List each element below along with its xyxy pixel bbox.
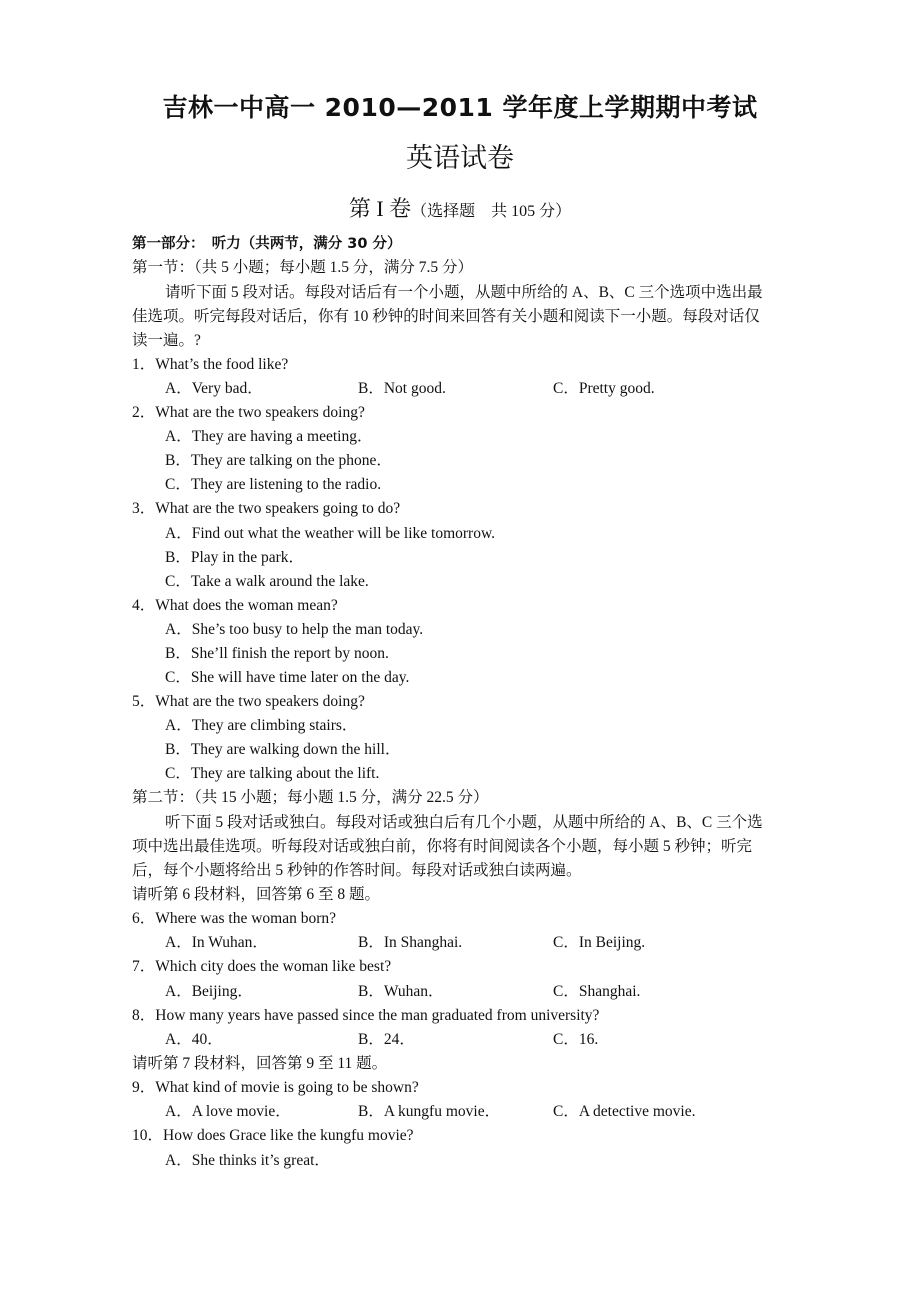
option-a: A．They are having a meeting．	[165, 428, 373, 445]
option-b: B．In Shanghai.	[358, 934, 463, 951]
section1-instruction-line: 请听下面 5 段对话。每段对话后有一个小题，从题中所给的 A、B、C 三个选项中选出最	[165, 284, 763, 301]
volume-note: （选择题 共 105 分）	[411, 203, 572, 220]
section2-instruction-line: 听下面 5 段对话或独白。每段对话或独白后有几个小题，从题中所给的 A、B、C 三个选	[165, 814, 763, 831]
option-c: C．They are talking about the lift.	[165, 765, 380, 782]
section1-instruction-line: 佳选项。听完每段对话后，你有 10 秒钟的时间来回答有关小题和阅读下一小题。每段对话仅	[132, 308, 760, 325]
option-c: C．Take a walk around the lake.	[165, 573, 369, 590]
option-c: C．They are listening to the radio.	[165, 476, 382, 493]
option-b: B．Play in the park．	[165, 549, 305, 566]
option-a: A．Find out what the weather will be like tomorrow.	[165, 525, 496, 542]
option-b: B．24．	[358, 1031, 415, 1048]
option-b: B．They are talking on the phone．	[165, 452, 392, 469]
question-2: 2．What are the two speakers doing?	[132, 404, 365, 421]
option-b: B．Not good.	[358, 380, 446, 397]
exam-subtitle: 英语试卷	[406, 143, 514, 173]
option-b: B．A kungfu movie．	[358, 1103, 501, 1120]
exam-title: 吉林一中高一 2010—2011 学年度上学期期中考试	[162, 93, 758, 122]
question-5: 5．What are the two speakers doing?	[132, 693, 365, 710]
option-a: A．She thinks it’s great．	[165, 1152, 330, 1169]
option-c: C．A detective movie.	[553, 1103, 696, 1120]
section1-heading: 第一节：（共 5 小题；每小题 1.5 分，满分 7.5 分）	[132, 259, 474, 276]
section1-instruction-line: 读一遍。?	[132, 332, 201, 349]
question-8: 8．How many years have passed since the man graduated from university?	[132, 1007, 600, 1024]
option-a: A．In Wuhan．	[165, 934, 268, 951]
volume-label: 第 I 卷	[348, 196, 412, 221]
section2-heading: 第二节：（共 15 小题；每小题 1.5 分，满分 22.5 分）	[132, 789, 489, 806]
option-a: A．Beijing．	[165, 983, 253, 1000]
option-c: C．Pretty good.	[553, 380, 655, 397]
material-6-note: 请听第 6 段材料，回答第 6 至 8 题。	[132, 886, 381, 903]
question-7: 7．Which city does the woman like best?	[132, 958, 392, 975]
question-3: 3．What are the two speakers going to do?	[132, 500, 401, 517]
option-b: B．Wuhan．	[358, 983, 444, 1000]
part1-heading: 第一部分： 听力（共两节，满分 30 分）	[132, 236, 402, 252]
option-b: B．They are walking down the hill．	[165, 741, 401, 758]
option-a: A．She’s too busy to help the man today.	[165, 621, 424, 638]
question-9: 9．What kind of movie is going to be shown?	[132, 1079, 419, 1096]
option-c: C．In Beijing.	[553, 934, 646, 951]
option-c: C．She will have time later on the day.	[165, 669, 410, 686]
question-6: 6．Where was the woman born?	[132, 910, 337, 927]
volume-heading	[0, 192, 920, 223]
material-7-note: 请听第 7 段材料，回答第 9 至 11 题。	[132, 1055, 388, 1072]
option-c: C．Shanghai.	[553, 983, 641, 1000]
question-4: 4．What does the woman mean?	[132, 597, 338, 614]
option-a: A．40．	[165, 1031, 223, 1048]
question-1: 1．What’s the food like?	[132, 356, 289, 373]
option-a: A．Very bad．	[165, 380, 263, 397]
option-a: A．They are climbing stairs．	[165, 717, 358, 734]
section2-instruction-line: 后，每个小题将给出 5 秒钟的作答时间。每段对话或独白读两遍。	[132, 862, 582, 879]
option-c: C．16.	[553, 1031, 599, 1048]
option-a: A．A love movie．	[165, 1103, 291, 1120]
question-10: 10．How does Grace like the kungfu movie?	[132, 1127, 414, 1144]
option-b: B．She’ll finish the report by noon.	[165, 645, 389, 662]
section2-instruction-line: 项中选出最佳选项。听每段对话或独白前，你将有时间阅读各个小题，每小题 5 秒钟；听完	[132, 838, 753, 855]
